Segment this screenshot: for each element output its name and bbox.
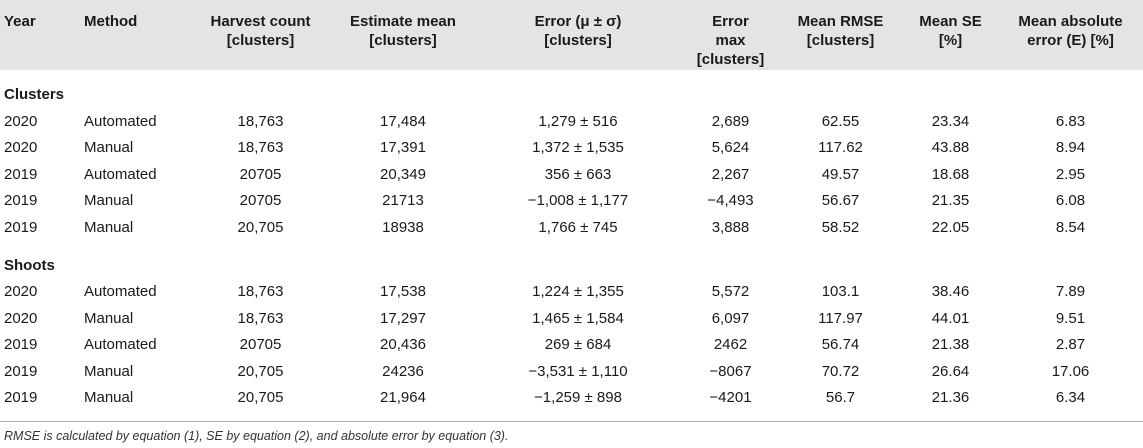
column-header-line: [clusters]: [696, 51, 765, 68]
table-cell: 17,538: [380, 283, 426, 301]
column-header: [903, 0, 998, 70]
table-cell: 6.08: [1055, 192, 1086, 210]
column-header: [188, 0, 333, 70]
table-cell: 20705: [239, 165, 282, 183]
column-header-line: Mean SE: [919, 13, 982, 30]
table-cell: Manual: [84, 389, 134, 407]
table-cell: 56.67: [821, 192, 860, 210]
table-cell: 2019: [4, 389, 38, 407]
column-header-line: [clusters]: [226, 32, 295, 49]
column-header-line: Harvest count: [210, 13, 311, 30]
table-cell: 6.34: [1055, 389, 1086, 407]
table-cell: 3,888: [711, 218, 750, 236]
table-cell: 6.83: [1055, 112, 1086, 130]
table-cell: 2.95: [1055, 165, 1086, 183]
table-cell: 2,689: [711, 112, 750, 130]
table-cell: −4,493: [707, 192, 754, 210]
table-cell: 2019: [4, 218, 38, 236]
table-cell: Automated: [84, 336, 157, 354]
column-header: [0, 0, 80, 70]
table-row: [0, 108, 1143, 135]
column-header-line: Mean absolute: [1018, 13, 1123, 30]
table-cell: 21.35: [931, 192, 970, 210]
table-row: [0, 358, 1143, 385]
table-cell: 18,763: [237, 112, 284, 130]
column-header-line: Estimate mean: [350, 13, 456, 30]
table-cell: 18,763: [237, 139, 284, 157]
column-header-line: Method: [84, 13, 138, 30]
table-cell: 17,297: [380, 309, 426, 327]
table-cell: 1,224 ± 1,355: [532, 283, 624, 301]
table-cell: 7.89: [1055, 283, 1086, 301]
table-header: [0, 0, 1143, 70]
table-cell: 17.06: [1051, 362, 1090, 380]
table-cell: 2.87: [1055, 336, 1086, 354]
table-cell: Manual: [84, 362, 134, 380]
section-label: Clusters: [4, 86, 65, 103]
table-cell: Manual: [84, 139, 134, 157]
table-cell: Manual: [84, 309, 134, 327]
table-cell: −8067: [709, 362, 752, 380]
table-cell: Automated: [84, 283, 157, 301]
table-cell: −3,531 ± 1,110: [528, 362, 628, 380]
footnote-divider: [0, 421, 1143, 422]
table-cell: −4201: [709, 389, 752, 407]
column-header-line: max: [715, 32, 746, 49]
table-cell: 20,705: [237, 362, 284, 380]
table-cell: 17,484: [380, 112, 426, 130]
table-cell: 20705: [239, 336, 282, 354]
table-cell: 2462: [713, 336, 748, 354]
table-cell: 70.72: [821, 362, 860, 380]
table-cell: 9.51: [1055, 309, 1086, 327]
table-cell: 8.94: [1055, 139, 1086, 157]
table-cell: 23.34: [931, 112, 970, 130]
table-row: [0, 188, 1143, 215]
table-cell: 18.68: [931, 165, 970, 183]
table-cell: 44.01: [931, 309, 970, 327]
table-cell: 269 ± 684: [544, 336, 612, 354]
column-header-line: error (E) [%]: [1027, 32, 1114, 49]
table-cell: 2020: [4, 139, 38, 157]
table-cell: 1,279 ± 516: [538, 112, 618, 130]
table-cell: 18,763: [237, 309, 284, 327]
table-cell: 5,624: [711, 139, 750, 157]
column-header: [998, 0, 1143, 70]
table-cell: 21.36: [931, 389, 970, 407]
table-cell: 62.55: [821, 112, 860, 130]
table-cell: Manual: [84, 192, 134, 210]
section-row: [0, 241, 1143, 279]
section-label: Shoots: [4, 256, 55, 274]
table-cell: 2,267: [711, 165, 750, 183]
table-row: [0, 279, 1143, 306]
table-cell: 20,436: [380, 336, 426, 354]
column-header-line: [clusters]: [369, 32, 437, 49]
table-cell: 2019: [4, 336, 38, 354]
column-header: [80, 0, 188, 70]
table-row: [0, 214, 1143, 241]
table-cell: 43.88: [931, 139, 970, 157]
table-cell: 117.97: [818, 309, 863, 327]
table-cell: 1,766 ± 745: [538, 218, 618, 236]
table-cell: 1,372 ± 1,535: [532, 139, 624, 157]
section-row: [0, 70, 1143, 108]
table-row: [0, 305, 1143, 332]
column-header-line: Year: [4, 13, 36, 30]
table-cell: 17,391: [380, 139, 426, 157]
table-cell: 20705: [239, 192, 282, 210]
table-cell: 21,964: [380, 389, 426, 407]
header-row: [0, 0, 1143, 70]
table-cell: 2019: [4, 192, 38, 210]
table-cell: 2020: [4, 283, 38, 301]
table-cell: 56.7: [825, 389, 856, 407]
table-row: [0, 385, 1143, 412]
table-cell: 103.1: [821, 283, 860, 301]
table-cell: 22.05: [931, 218, 970, 236]
table-cell: Manual: [84, 218, 134, 236]
table-cell: 20,705: [237, 218, 284, 236]
table-cell: 117.62: [818, 139, 863, 157]
column-header-line: Error: [712, 13, 749, 30]
table-cell: 2019: [4, 362, 38, 380]
table-cell: 20,705: [237, 389, 284, 407]
column-header-line: Error (μ ± σ): [534, 13, 622, 30]
table-cell: 2020: [4, 309, 38, 327]
table-cell: 20,349: [380, 165, 426, 183]
table-cell: 1,465 ± 1,584: [532, 309, 624, 327]
column-header-line: Mean RMSE: [797, 13, 884, 30]
table-row: [0, 161, 1143, 188]
table-cell: −1,008 ± 1,177: [527, 192, 629, 210]
column-header: [683, 0, 778, 70]
table-cell: 5,572: [711, 283, 750, 301]
column-header-line: [%]: [938, 32, 963, 49]
table-cell: −1,259 ± 898: [534, 389, 622, 407]
column-header-line: [clusters]: [544, 32, 612, 49]
table-cell: 24236: [382, 362, 424, 380]
table-body: [0, 70, 1143, 411]
table-cell: 18938: [382, 218, 424, 236]
column-header-line: [clusters]: [806, 32, 875, 49]
table-cell: 49.57: [821, 165, 860, 183]
table-cell: 8.54: [1055, 218, 1086, 236]
table-cell: 58.52: [821, 218, 860, 236]
table-cell: 18,763: [237, 283, 284, 301]
table-cell: 356 ± 663: [544, 165, 612, 183]
table-cell: 6,097: [711, 309, 750, 327]
table-footnote: RMSE is calculated by equation (1), SE by equation (2), and absolute error by equation (3).: [4, 429, 509, 443]
column-header: [333, 0, 473, 70]
table-cell: 26.64: [931, 362, 970, 380]
table-cell: 38.46: [931, 283, 970, 301]
table-cell: 21.38: [931, 336, 970, 354]
column-header: [778, 0, 903, 70]
table-row: [0, 332, 1143, 359]
table-cell: 56.74: [821, 336, 860, 354]
table-cell: 2019: [4, 165, 38, 183]
table-cell: 21713: [382, 192, 424, 210]
table-cell: 2020: [4, 112, 38, 130]
column-header: [473, 0, 683, 70]
table-cell: Automated: [84, 165, 157, 183]
table-row: [0, 135, 1143, 162]
table-cell: Automated: [84, 112, 157, 130]
